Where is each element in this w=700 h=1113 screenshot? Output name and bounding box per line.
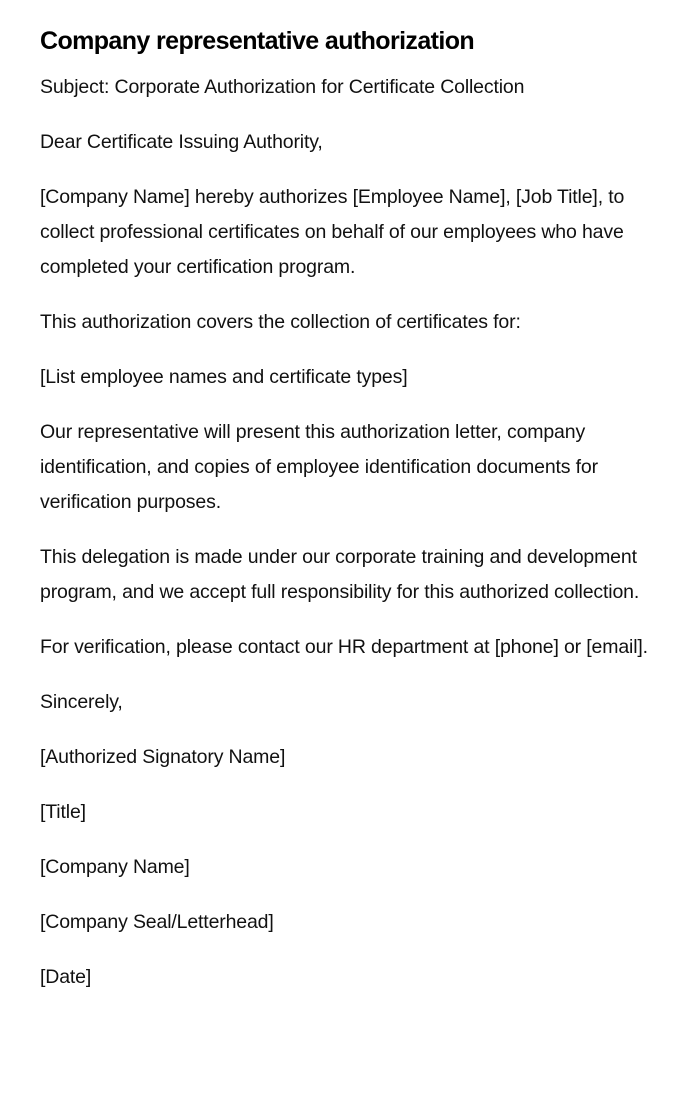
company-name: [Company Name] (40, 856, 190, 878)
document-title: Company representative authorization (40, 27, 475, 55)
authorization-paragraph: [Company Name] hereby authorizes [Employee Name], [Job Title], to collect professional certificates on behalf of our employees who have completed your certification program. (40, 186, 625, 278)
coverage-paragraph: This authorization covers the collection of certificates for: (40, 311, 521, 333)
signatory-name: [Authorized Signatory Name] (40, 746, 286, 768)
delegation-paragraph: This delegation is made under our corporate training and development program, and we accept full responsibility for this authorized collection. (40, 546, 640, 603)
subject-line: Subject: Corporate Authorization for Certificate Collection (40, 76, 525, 98)
signatory-title: [Title] (40, 801, 86, 823)
verification-documents-paragraph: Our representative will present this authorization letter, company identification, and copies of employee identification documents for verification purposes. (40, 421, 598, 513)
salutation: Dear Certificate Issuing Authority, (40, 131, 323, 153)
closing: Sincerely, (40, 691, 123, 713)
company-seal: [Company Seal/Letterhead] (40, 911, 274, 933)
date: [Date] (40, 966, 92, 988)
contact-paragraph: For verification, please contact our HR department at [phone] or [email]. (40, 636, 648, 658)
employee-list-placeholder: [List employee names and certificate types] (40, 366, 408, 388)
